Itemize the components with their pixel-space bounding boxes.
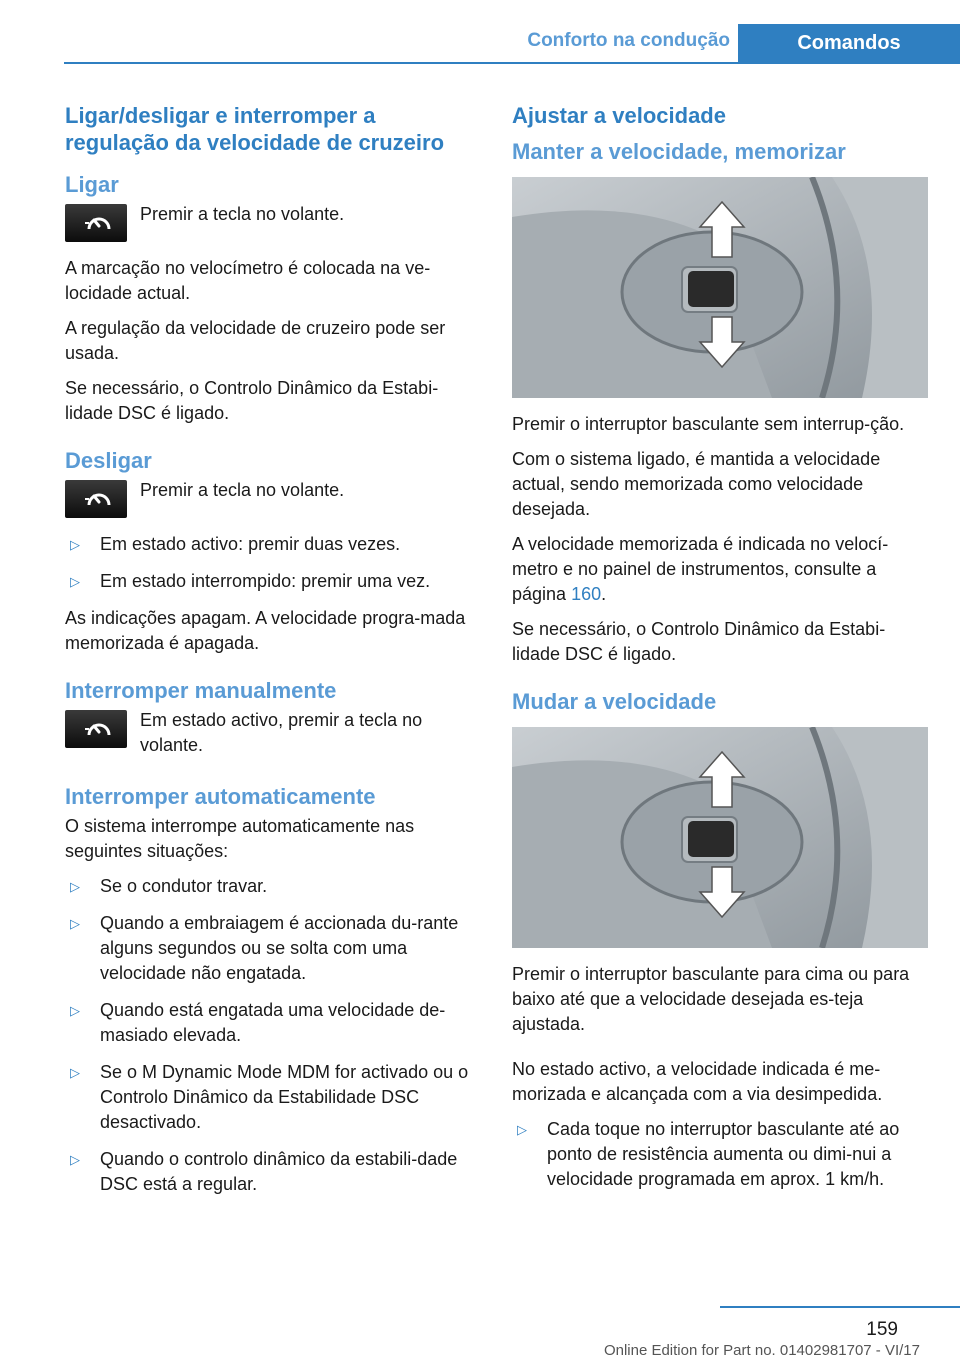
bullet-arrow-icon: ▷: [70, 574, 80, 589]
right-column: [512, 102, 928, 1204]
paragraph: A velocidade memorizada é indicada no velocí-metro e no painel de instrumentos, consulte a página 160.: [512, 534, 889, 604]
bullet-arrow-icon: ▷: [70, 537, 80, 552]
key-instruction-text: Em estado activo, premir a tecla no volante.: [140, 710, 423, 755]
paragraph: Premir o interruptor basculante para cima ou para baixo até que a velocidade desejada es-teja ajustada.: [512, 964, 910, 1034]
section-title-ajustar: Ajustar a velocidade: [512, 103, 726, 128]
paragraph: Premir o interruptor basculante sem interrup-ção.: [512, 414, 905, 434]
paragraph: A regulação da velocidade de cruzeiro pode ser usada.: [65, 318, 446, 363]
bullet-arrow-icon: ▷: [70, 1065, 80, 1080]
steering-wheel-rocker-switch-image: [512, 727, 928, 948]
bullet-arrow-icon: ▷: [70, 916, 80, 931]
cruise-control-key-icon: [65, 710, 127, 748]
page-number: 159: [866, 1319, 898, 1340]
heading-manter-velocidade: Manter a velocidade, memorizar: [512, 139, 846, 164]
list-item: ▷ Cada toque no interruptor basculante até ao ponto de resistência aumenta ou dimi-nui a velocidade programada em aprox. 1 km/h.: [517, 1119, 900, 1189]
heading-mudar-velocidade: Mudar a velocidade: [512, 689, 717, 714]
steering-wheel-rocker-switch-image: [512, 177, 928, 398]
heading-interromper-automaticamente: Interromper automaticamente: [65, 784, 376, 809]
paragraph: Se necessário, o Controlo Dinâmico da Estabi-lidade DSC é ligado.: [512, 619, 886, 664]
running-header-section: Conforto na condução: [527, 30, 730, 51]
cruise-control-key-icon: [65, 480, 127, 518]
footer-rule: [720, 1306, 960, 1308]
list-item: ▷ Em estado interrompido: premir uma vez.: [65, 569, 477, 594]
paragraph: As indicações apagam. A velocidade progra-mada memorizada é apagada.: [65, 608, 466, 653]
paragraph: A marcação no velocímetro é colocada na ve-locidade actual.: [65, 258, 431, 303]
heading-desligar: Desligar: [65, 448, 152, 473]
list-item: ▷ Se o condutor travar.: [65, 874, 477, 899]
list-item: ▷ Se o M Dynamic Mode MDM for activado ou o Controlo Dinâmico da Estabilidade DSC desactivado.: [70, 1062, 469, 1132]
running-header-tab: Comandos: [738, 24, 960, 62]
bullet-arrow-icon: ▷: [70, 1003, 80, 1018]
list-item: ▷ Quando está engatada uma velocidade de-masiado elevada.: [70, 1000, 446, 1045]
paragraph: No estado activo, a velocidade indicada é me-morizada e alcançada com a via desimpedida.: [512, 1059, 883, 1104]
speedometer-icon: [85, 488, 113, 510]
key-instruction-text: Premir a tecla no volante.: [140, 480, 345, 500]
bullet-arrow-icon: ▷: [70, 1152, 80, 1167]
list-item: ▷ Quando a embraiagem é accionada du-rante alguns segundos ou se solta com uma velocidade não engatada.: [70, 913, 459, 983]
left-column: [65, 102, 477, 1209]
paragraph: Se necessário, o Controlo Dinâmico da Estabi-lidade DSC é ligado.: [65, 378, 439, 423]
bullet-list: [512, 1117, 928, 1192]
bullet-arrow-icon: ▷: [517, 1122, 527, 1137]
heading-interromper-manualmente: Interromper manualmente: [65, 678, 337, 703]
key-instruction-text: Premir a tecla no volante.: [140, 204, 345, 224]
key-instruction-manual: [65, 708, 477, 758]
header-rule: [64, 62, 960, 64]
key-instruction-ligar: [65, 202, 477, 242]
paragraph: Com o sistema ligado, é mantida a velocidade actual, sendo memorizada como velocidade desejada.: [512, 449, 881, 519]
edition-footer: Online Edition for Part no. 01402981707 - VI/17: [603, 1342, 920, 1359]
page-reference-link[interactable]: 160: [571, 584, 602, 604]
section-title-cruise-control: Ligar/desligar e interromper a regulação da velocidade de cruzeiro: [65, 103, 445, 155]
list-item: ▷ Em estado activo: premir duas vezes.: [65, 532, 477, 557]
paragraph: O sistema interrompe automaticamente nas seguintes situações:: [65, 816, 415, 861]
heading-ligar: Ligar: [65, 172, 119, 197]
list-item: ▷ Quando o controlo dinâmico da estabili-dade DSC está a regular.: [70, 1149, 458, 1194]
bullet-list: [65, 532, 477, 594]
speedometer-icon: [85, 718, 113, 740]
bullet-list: [65, 874, 477, 1197]
bullet-arrow-icon: ▷: [70, 879, 80, 894]
key-instruction-desligar: [65, 478, 477, 518]
cruise-control-key-icon: [65, 204, 127, 242]
speedometer-icon: [85, 212, 113, 234]
